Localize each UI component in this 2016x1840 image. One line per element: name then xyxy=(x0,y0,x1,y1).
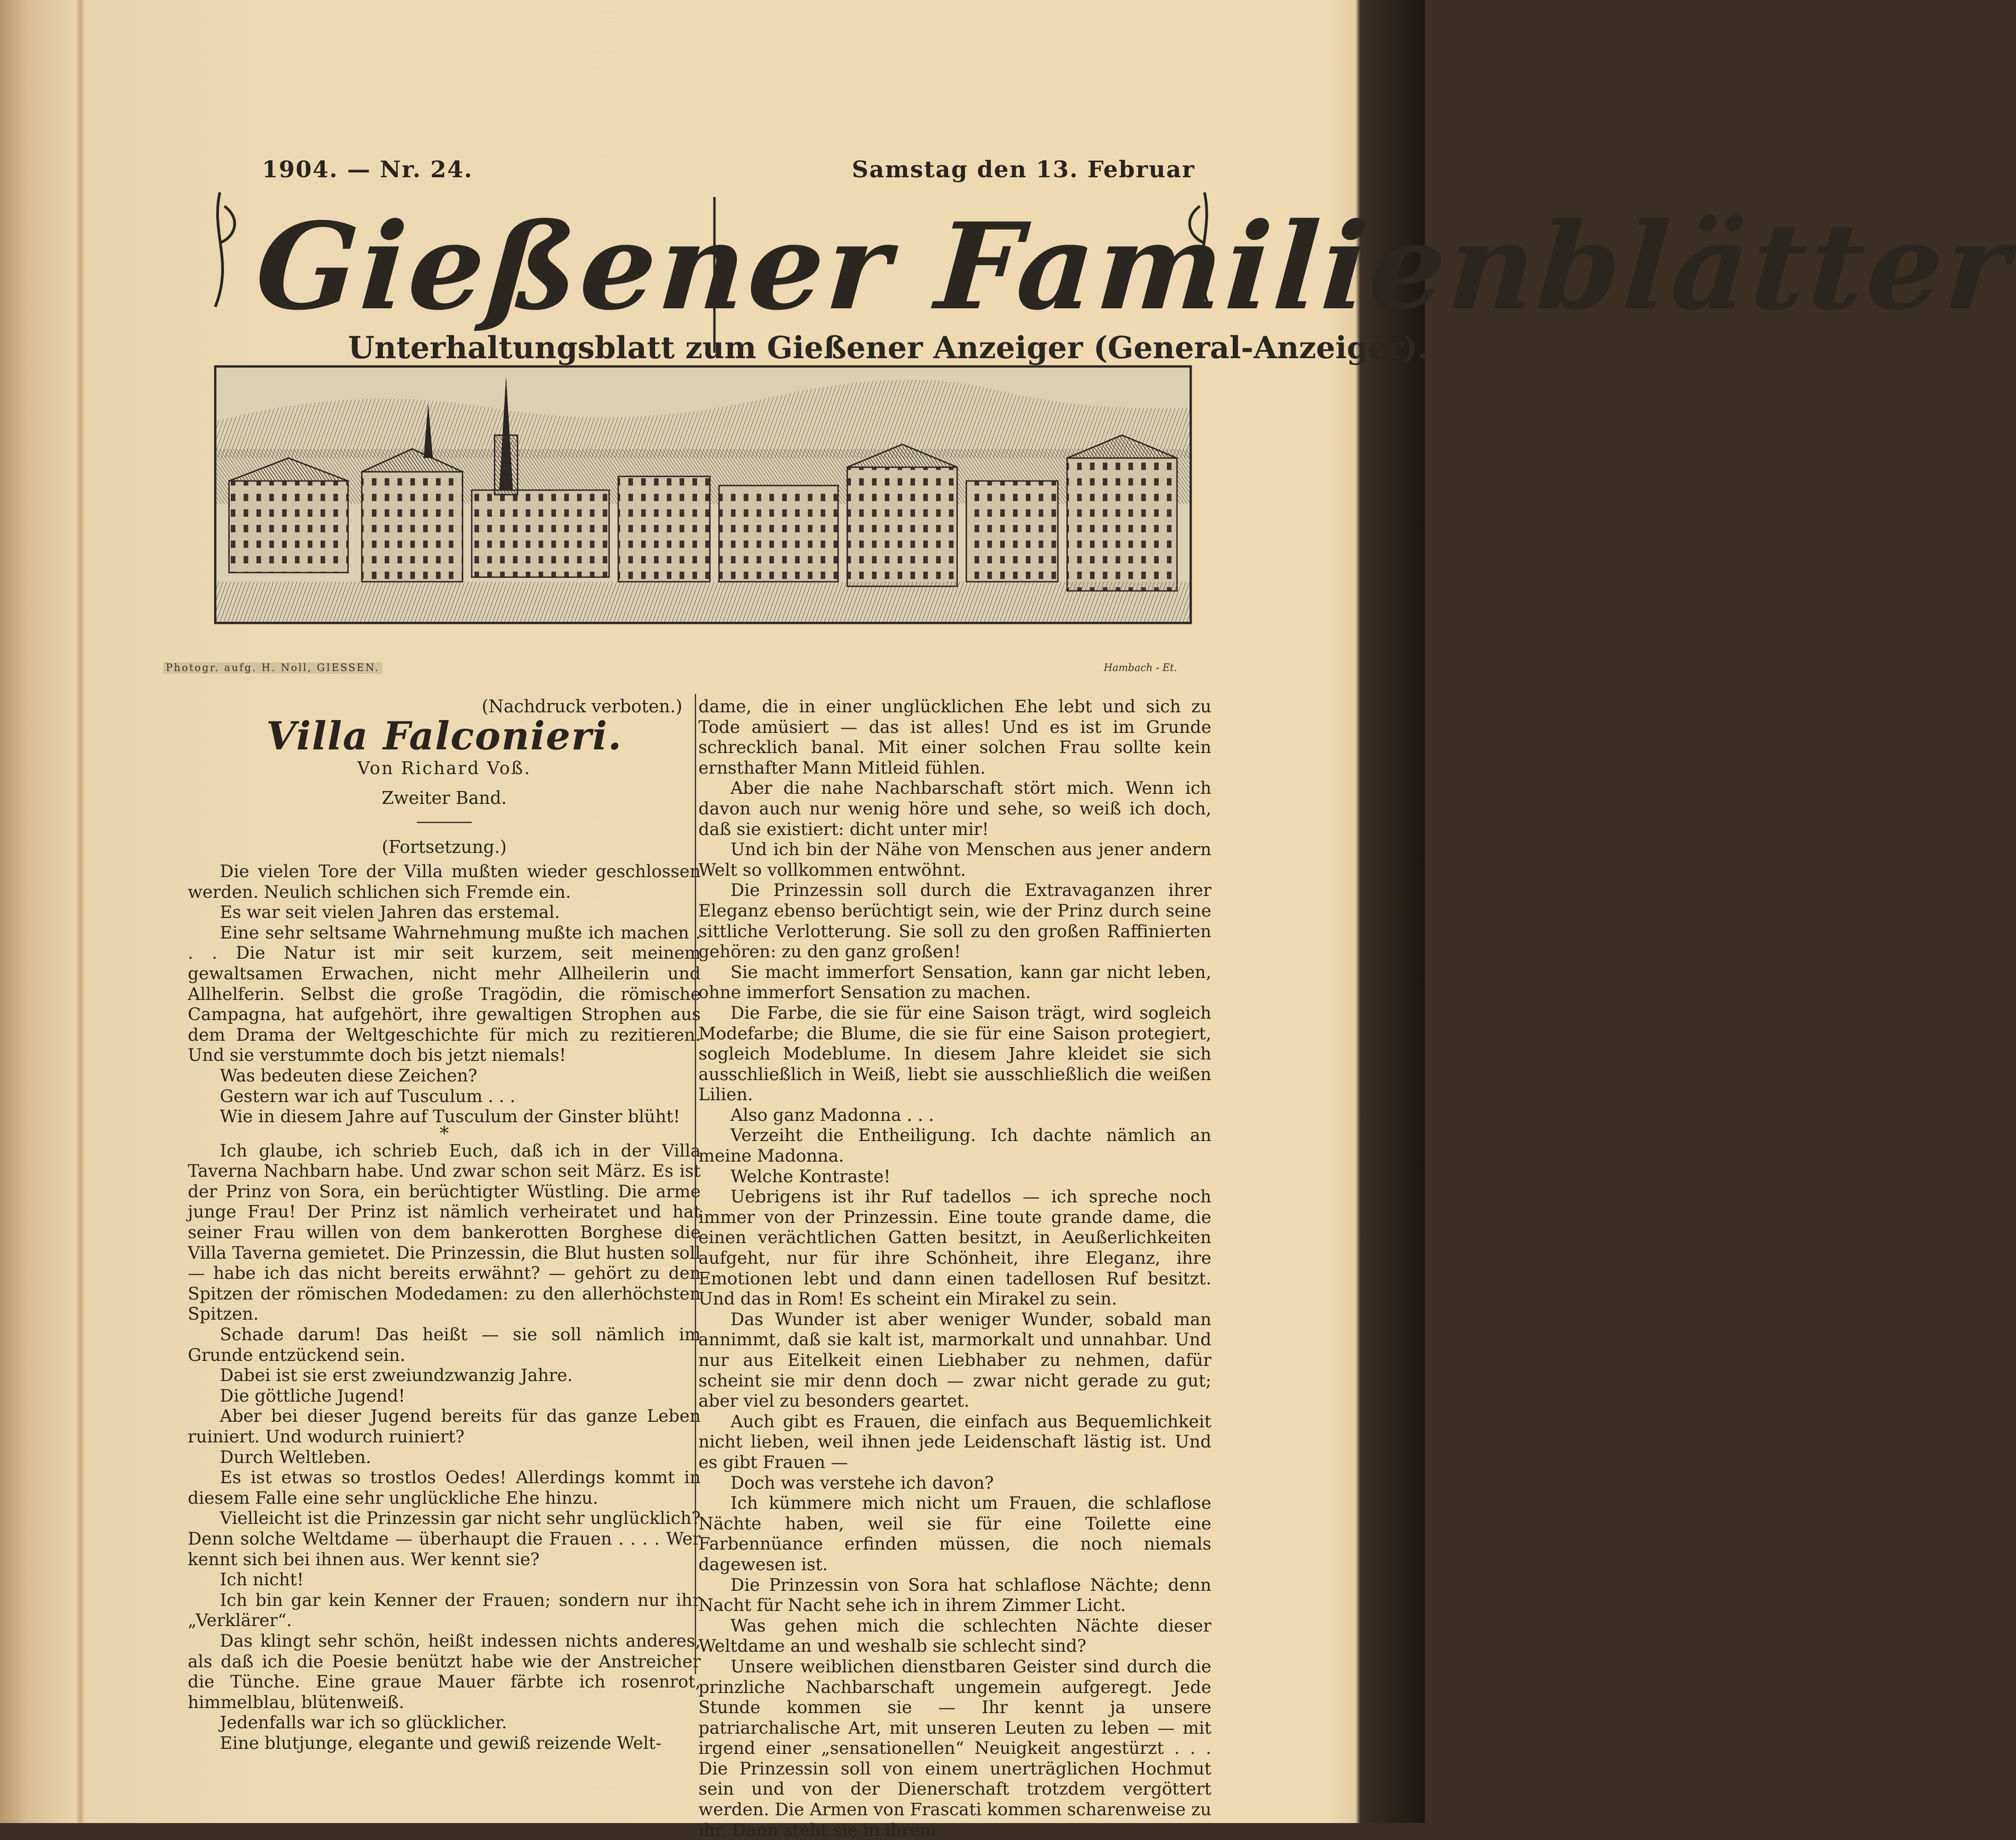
article-column-right xyxy=(698,696,1211,1840)
issue-date: Samstag den 13. Februar xyxy=(852,156,1195,183)
paragraph: Ich nicht! xyxy=(220,1569,304,1590)
paragraph: Die Prinzessin soll durch die Extravaganzen ihrer Eleganz ebenso berüchtigt sein, wie der Prinz durch seine sittliche Verlotterung. Sie soll zu den großen Raffinierten gehören: zu den ganz großen! xyxy=(698,880,1211,962)
article-volume: Zweiter Band. xyxy=(381,787,507,808)
paragraph: Es ist etwas so trostlos Oedes! Allerdings kommt in diesem Falle eine sehr unglückliche Ehe hinzu. xyxy=(188,1467,701,1508)
paragraph: Unsere weiblichen dienstbaren Geister sind durch die prinzliche Nachbarschaft ungemein aufgeregt. Jede Stunde kommen sie — Ihr kennt ja unsere patriarchalische Art, mit unseren Leuten zu leben — mit irgend einer „sensationellen“ Neuigkeit angestürzt . . . Die Prinzessin soll von einem unerträglichen Hochmut sein und von der Dienerschaft trotzdem vergöttert werden. Die Armen von Frascati kommen scharenweise zu ihr. Dann steht sie in ihrem xyxy=(698,1656,1211,1840)
paragraph: Die göttliche Jugend! xyxy=(220,1385,405,1406)
paragraph: Schade darum! Das heißt — sie soll nämlich im Grunde entzückend sein. xyxy=(188,1324,701,1365)
paragraph: Die Farbe, die sie für eine Saison trägt, wird sogleich Modefarbe; die Blume, die sie für eine Saison protegiert, sogleich Modeblume. In diesem Jahre kleidet sie sich ausschließlich in Weiß, liebt sie ausschließlich die weißen Lilien. xyxy=(698,1002,1211,1105)
reprint-notice: (Nachdruck verboten.) xyxy=(481,696,682,716)
paragraph: Ich bin gar kein Kenner der Frauen; sondern nur ihr „Verklärer“. xyxy=(188,1589,701,1631)
paragraph: Ich glaube, ich schrieb Euch, daß ich in der Villa Taverna Nachbarn habe. Und zwar schon seit März. Es ist der Prinz von Sora, ein berüchtigter Wüstling. Die arme junge Frau! Der Prinz ist nämlich verheiratet und hat seiner Frau willen von dem bankerotten Borghese die Villa Taverna gemietet. Die Prinzessin, die Blut husten soll — habe ich das nicht bereits erwähnt? — gehört zu den Spitzen der römischen Modedamen: zu den allerhöchsten Spitzen. xyxy=(188,1140,701,1324)
article-title: Villa Falconieri. xyxy=(266,713,622,759)
continued-notice: (Fortsetzung.) xyxy=(381,837,507,857)
paragraph: Uebrigens ist ihr Ruf tadellos — ich spreche noch immer von der Prinzessin. Eine toute grande dame, die einen verächtlichen Gatten besitzt, in Aeußerlichkeiten aufgeht, nur für ihre Schönheit, ihre Eleganz, ihre Emotionen lebt und dann einen tadellosen Ruf besitzt. Und das in Rom! Es scheint ein Mirakel zu sein. xyxy=(698,1186,1211,1309)
masthead-title: Gießener Familienblätter xyxy=(251,197,2016,337)
paragraph: Es war seit vielen Jahren das erstemal. xyxy=(220,902,560,923)
photo-credit: Photogr. aufg. H. Noll, GIESSEN. xyxy=(163,662,382,674)
paragraph: Doch was verstehe ich davon? xyxy=(730,1472,994,1493)
paragraph: Was gehen mich die schlechten Nächte dieser Weltdame an und weshalb sie schlecht sind? xyxy=(698,1615,1211,1656)
paragraph: Vielleicht ist die Prinzessin gar nicht sehr unglücklich? Denn solche Weltdame — überhaupt die Frauen . . . . Wer kennt sich bei ihnen aus. Wer kennt sie? xyxy=(188,1508,701,1569)
title-rule xyxy=(417,822,472,823)
section-separator: * xyxy=(440,1123,449,1144)
paragraph: Gestern war ich auf Tusculum . . . xyxy=(220,1086,516,1106)
engraver-credit: Hambach - Et. xyxy=(1104,662,1177,674)
paragraph: Und ich bin der Nähe von Menschen aus jener andern Welt so vollkommen entwöhnt. xyxy=(698,839,1211,880)
year-issue-number: 1904. — Nr. 24. xyxy=(262,156,473,183)
paragraph: Verzeiht die Entheiligung. Ich dachte nämlich an meine Madonna. xyxy=(698,1125,1211,1166)
newspaper-page xyxy=(82,0,2016,1840)
paragraph: Auch gibt es Frauen, die einfach aus Bequemlichkeit nicht lieben, weil ihnen jede Leidenschaft lästig ist. Und es gibt Frauen — xyxy=(698,1411,1211,1472)
paragraph: Jedenfalls war ich so glücklicher. xyxy=(220,1712,507,1733)
city-panorama-engraving xyxy=(215,366,1191,623)
paragraph: Das Wunder ist aber weniger Wunder, sobald man annimmt, daß sie kalt ist, marmorkalt und unnahbar. Und nur aus Eitelkeit einen Liebhaber zu nehmen, dafür scheint sie mir denn doch — zwar nicht gerade zu gut; aber viel zu besonders geartet. xyxy=(698,1309,1211,1411)
paragraph: Eine sehr seltsame Wahrnehmung mußte ich machen . . . Die Natur ist mir seit kurzem, seit meinem gewaltsamen Erwachen, nicht mehr Allheilerin und Allhelferin. Selbst die große Tragödin, die römische Campagna, hat aufgehört, ihre gewaltigen Strophen aus dem Drama der Weltgeschichte für mich zu rezitieren. Und sie verstummte doch bis jetzt niemals! xyxy=(188,922,701,1065)
paragraph: Die vielen Tore der Villa mußten wieder geschlossen werden. Neulich schlichen sich Fremde ein. xyxy=(188,861,701,902)
paragraph: Das klingt sehr schön, heißt indessen nichts anderes, als daß ich die Poesie benützt habe wie der Anstreicher die Tünche. Eine graue Mauer färbte ich rosenrot, himmelblau, blütenweiß. xyxy=(188,1630,701,1712)
article-column-left xyxy=(188,696,701,1753)
paragraph: Was bedeuten diese Zeichen? xyxy=(220,1065,478,1086)
paragraph: Aber die nahe Nachbarschaft stört mich. Wenn ich davon auch nur wenig höre und sehe, so weiß ich doch, daß sie existiert: dicht unter mir! xyxy=(698,778,1211,839)
paragraph: Wie in diesem Jahre auf Tusculum der Ginster blüht! xyxy=(220,1106,681,1127)
masthead xyxy=(215,192,2016,682)
paragraph: Also ganz Madonna . . . xyxy=(730,1104,934,1125)
paragraph: Die Prinzessin von Sora hat schlaflose Nächte; denn Nacht für Nacht sehe ich in ihrem Zimmer Licht. xyxy=(698,1574,1211,1616)
paragraph: dame, die in einer unglücklichen Ehe lebt und sich zu Tode amüsiert — das ist alles! Und es ist im Grunde schrecklich banal. Mit einer solchen Frau sollte kein ernsthafter Mann Mitleid fühlen. xyxy=(698,696,1211,778)
paragraph: Eine blutjunge, elegante und gewiß reizende Welt- xyxy=(220,1732,662,1753)
article-byline: Von Richard Voß. xyxy=(357,758,531,779)
paragraph: Ich kümmere mich nicht um Frauen, die schlaflose Nächte haben, weil sie für eine Toilette eine Farbennüance erfinden müssen, die noch niemals dagewesen ist. xyxy=(698,1493,1211,1574)
paragraph: Aber bei dieser Jugend bereits für das ganze Leben ruiniert. Und wodurch ruiniert? xyxy=(188,1406,701,1447)
paragraph: Dabei ist sie erst zweiundzwanzig Jahre. xyxy=(220,1365,573,1386)
paragraph: Sie macht immerfort Sensation, kann gar nicht leben, ohne immerfort Sensation zu machen. xyxy=(698,961,1211,1003)
masthead-subtitle: Unterhaltungsblatt zum Gießener Anzeiger (General-Anzeiger). xyxy=(348,330,1428,366)
paragraph: Durch Weltleben. xyxy=(220,1447,371,1467)
paragraph: Welche Kontraste! xyxy=(730,1166,891,1186)
